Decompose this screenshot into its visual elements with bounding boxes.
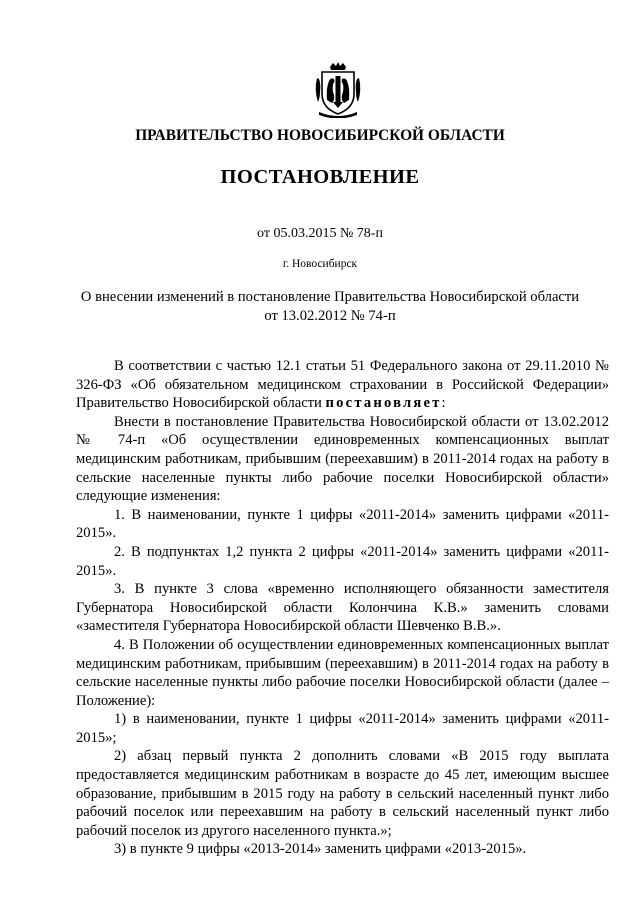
document-type: ПОСТАНОВЛЕНИЕ bbox=[220, 166, 420, 188]
document-city: г. Новосибирск bbox=[282, 258, 358, 270]
list-item: 1. В наименовании, пункте 1 цифры «2011-2014» заменить цифрами «2011-2015». bbox=[76, 506, 609, 542]
document-title bbox=[60, 288, 600, 326]
preamble-paragraph bbox=[76, 357, 609, 413]
list-item: 4. В Положении об осуществлении единовременных компенсационных выплат медицинским работникам, прибывшим (переехавшим) в 2011-2014 годах на работу в сельские населенные пункты либо рабочие поселки Новосибирской области (далее – Положение): bbox=[76, 636, 609, 709]
list-item: 1) в наименовании, пункте 1 цифры «2011-2014» заменить цифрами «2011-2015»; bbox=[76, 711, 609, 746]
novosibirsk-coat-of-arms-icon bbox=[313, 62, 363, 118]
document-date-number: от 05.03.2015 № 78-п bbox=[257, 226, 383, 241]
organization-name: ПРАВИТЕЛЬСТВО НОВОСИБИРСКОЙ ОБЛАСТИ bbox=[135, 127, 505, 144]
title-line-1: О внесении изменений в постановление Правительства Новосибирской области bbox=[80, 289, 580, 305]
list-item: 2. В подпунктах 1,2 пункта 2 цифры «2011-2014» заменить цифрами «2011-2015». bbox=[76, 543, 609, 579]
document-body bbox=[76, 357, 609, 859]
decree-word: постановляет bbox=[325, 395, 442, 412]
intro-paragraph: Внести в постановление Правительства Новосибирской области от 13.02.2012 № 74-п «Об осуществлении единовременных компенсационных выплат медицинским работникам, прибывшим (переехавшим) в 2011-2014 годах на работу в сельские населенные пункты либо рабочие поселки Новосибирской области» следующие изменения: bbox=[76, 413, 609, 505]
list-item: 2) абзац первый пункта 2 дополнить словами «В 2015 году выплата предоставляется медицинским работникам в возрасте до 45 лет, имеющим высшее образование, прибывшим в 2015 году на работу в сельский населенный пункт либо рабочий поселок или переехавшим на работу в сельский населенный пункт либо рабочий поселок из другого населенного пункта.»; bbox=[76, 748, 609, 839]
preamble-text: В соответствии с частью 12.1 статьи 51 Федерального закона от 29.11.2010 № 326-ФЗ «Об обязательном медицинском страховании в Российской Федерации» Правительство Новосибирской области bbox=[76, 358, 609, 412]
list-item: 3. В пункте 3 слова «временно исполняющего обязанности заместителя Губернатора Новосибирской области Колончина К.В.» заменить словами «заместителя Губернатора Новосибирской области Шевченко В.В.». bbox=[76, 581, 609, 635]
list-item: 3) в пункте 9 цифры «2013-2014» заменить цифрами «2013-2015». bbox=[114, 841, 527, 858]
title-line-2: от 13.02.2012 № 74-п bbox=[264, 308, 396, 324]
decree-suffix: : bbox=[441, 395, 446, 412]
